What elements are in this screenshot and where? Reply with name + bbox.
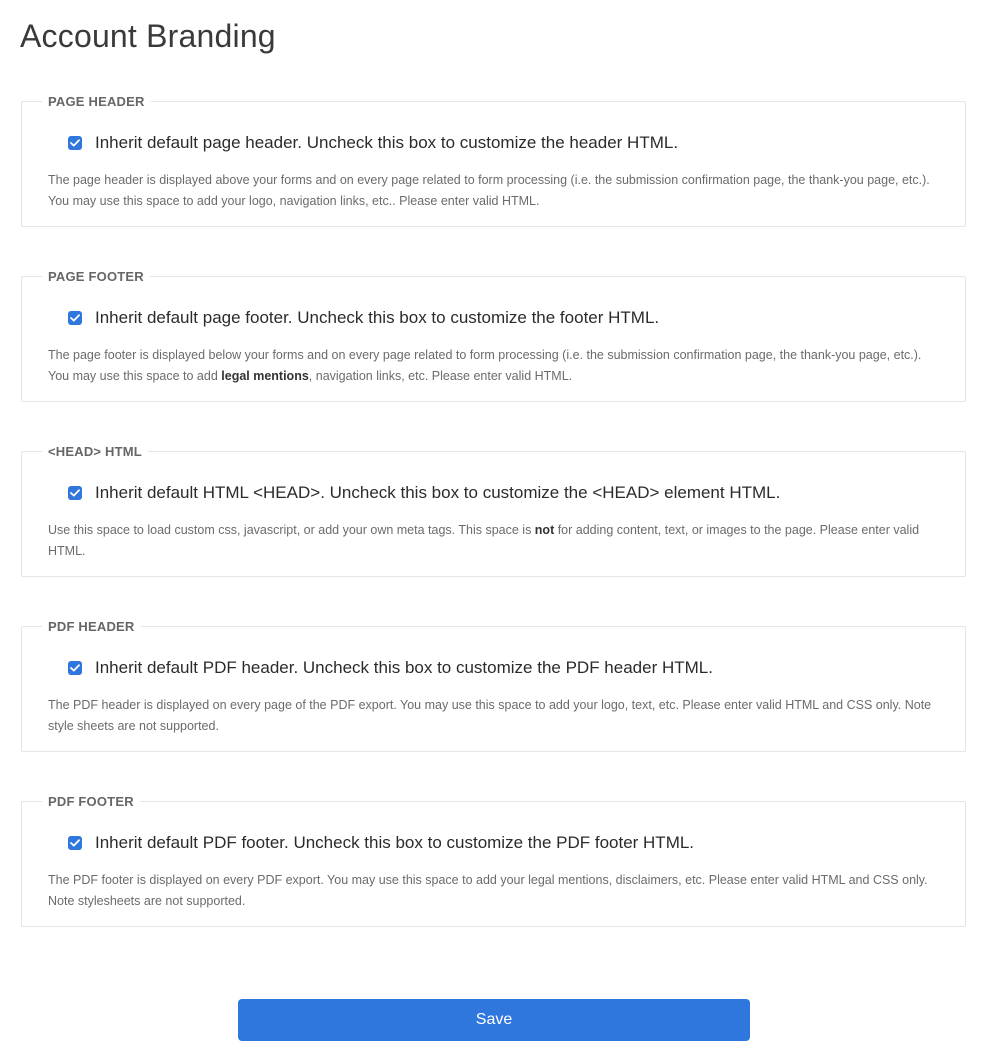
checkbox-label: Inherit default PDF footer. Uncheck this box to customize the PDF footer HTML. [95,833,695,852]
help-text-run: The page footer is displayed below your forms and on every page related to form processing (i.e. the submission confirmation page, the thank-you page, etc.). You may use this space to add [48,348,922,383]
section-legend: PAGE HEADER [42,93,151,110]
checkmark-icon [70,489,80,497]
help-text-run: The page header is displayed above your forms and on every page related to form processing (i.e. the submission confirmation page, the thank-you page, etc.). You may use this space to add your logo, navigation links, etc.. Please enter valid HTML. [48,173,930,208]
checkmark-icon [70,139,80,147]
checkmark-icon [70,839,80,847]
checkbox-label: Inherit default PDF header. Uncheck this box to customize the PDF header HTML. [95,658,713,677]
help-text-run: The PDF footer is displayed on every PDF export. You may use this space to add your legal mentions, disclaimers, etc. Please enter valid HTML and CSS only. Note stylesheets are not supported. [48,873,928,908]
page-title: Account Branding [20,18,276,54]
section-help-text [48,345,939,387]
inherit-page-header-checkbox[interactable] [68,136,82,150]
section-pdf-header [21,619,966,752]
inherit-head-html-option[interactable] [68,482,780,504]
save-button[interactable]: Save [238,999,750,1041]
inherit-pdf-footer-checkbox[interactable] [68,836,82,850]
inherit-head-html-checkbox[interactable] [68,486,82,500]
section-legend: PDF HEADER [42,618,141,635]
inherit-pdf-header-option[interactable] [68,657,713,679]
help-text-emphasis: not [534,523,555,537]
inherit-page-footer-option[interactable] [68,307,659,329]
checkbox-label: Inherit default HTML <HEAD>. Uncheck this box to customize the <HEAD> element HTML. [95,483,781,502]
section-help-text [48,170,939,212]
inherit-page-header-option[interactable] [68,132,678,154]
help-text-run: for adding content, text, or images to the page. Please enter valid HTML. [48,523,920,558]
checkmark-icon [70,314,80,322]
help-text-run: Use this space to load custom css, javascript, or add your own meta tags. This space is [48,523,535,537]
help-text-run: , navigation links, etc. Please enter valid HTML. [308,369,573,383]
inherit-page-footer-checkbox[interactable] [68,311,82,325]
section-legend: <HEAD> HTML [42,443,148,460]
inherit-pdf-footer-option[interactable] [68,832,694,854]
section-help-text [48,870,939,912]
help-text-emphasis: legal mentions [221,369,309,383]
section-legend: PAGE FOOTER [42,268,150,285]
section-help-text [48,695,939,737]
checkmark-icon [70,664,80,672]
help-text-run: The PDF header is displayed on every page of the PDF export. You may use this space to add your logo, text, etc. Please enter valid HTML and CSS only. Note style sheets are not supported. [48,698,932,733]
checkbox-label: Inherit default page footer. Uncheck this box to customize the footer HTML. [95,308,660,327]
inherit-pdf-header-checkbox[interactable] [68,661,82,675]
section-page-header [21,94,966,227]
section-head-html [21,444,966,577]
section-help-text [48,520,939,562]
checkbox-label: Inherit default page header. Uncheck this box to customize the header HTML. [95,133,679,152]
section-pdf-footer [21,794,966,927]
section-page-footer [21,269,966,402]
section-legend: PDF FOOTER [42,793,140,810]
